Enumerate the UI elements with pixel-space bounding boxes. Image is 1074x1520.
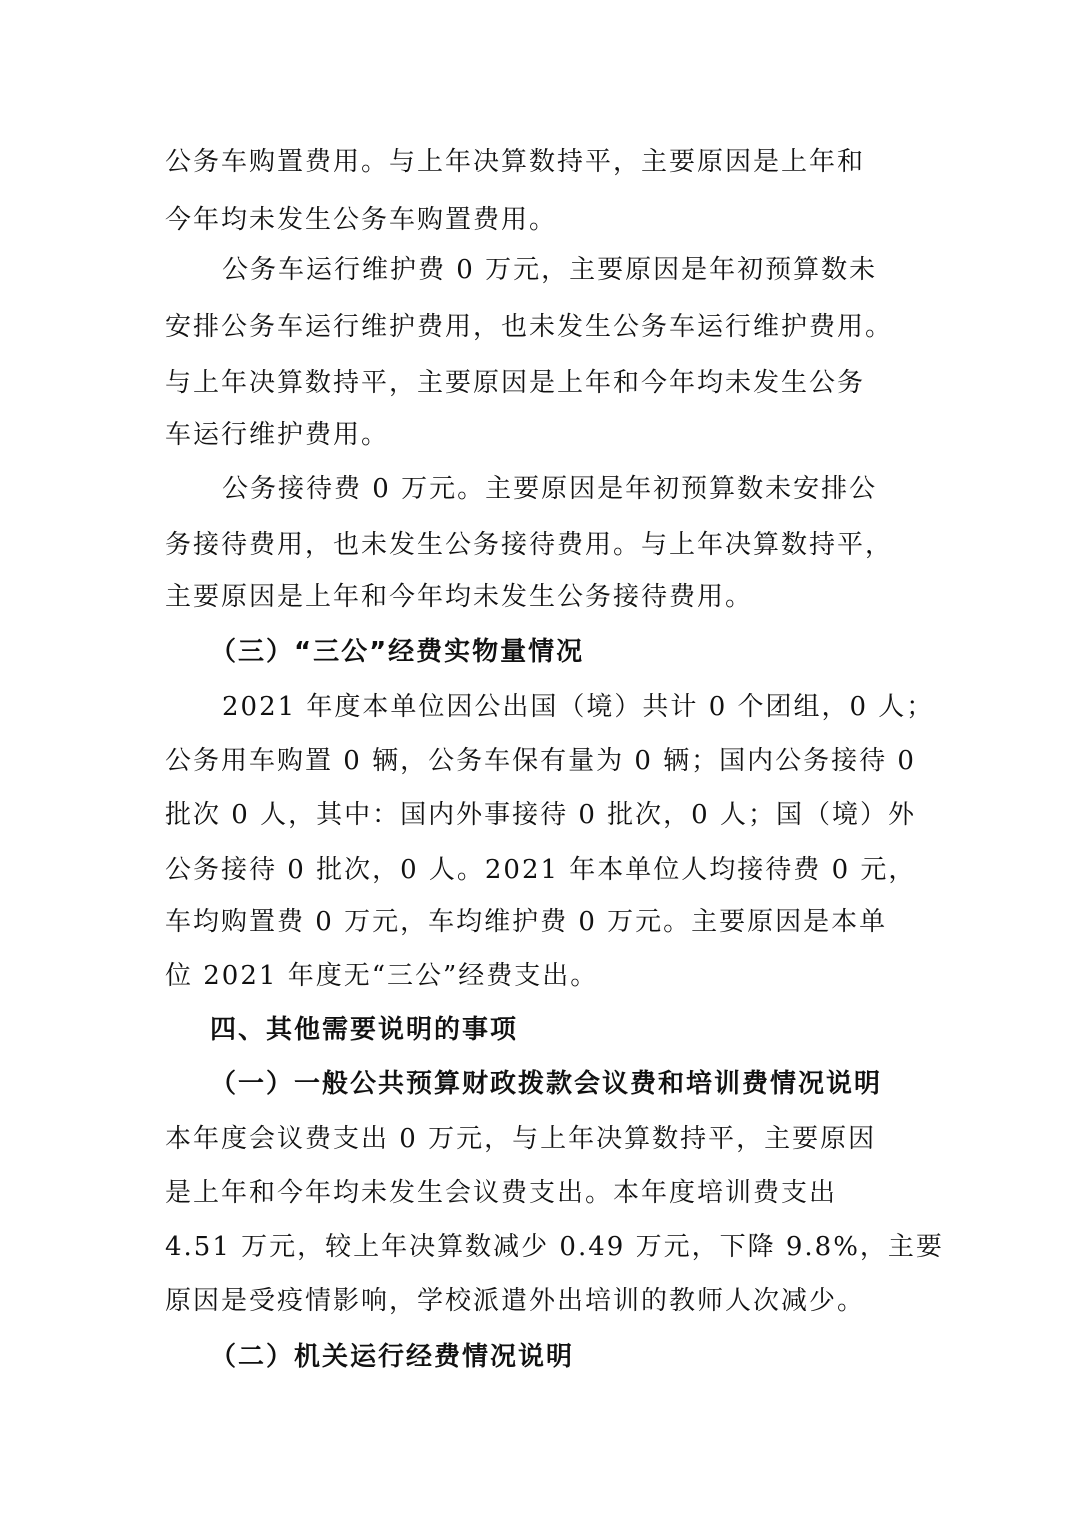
paragraph-line: 车运行维护费用。 [165,420,390,450]
paragraph-line: 2021 年度本单位因公出国（境）共计 0 个团组，0 人； [222,692,935,722]
paragraph-line: 位 2021 年度无“三公”经费支出。 [165,961,599,991]
paragraph-line: 公务用车购置 0 辆，公务车保有量为 0 辆；国内公务接待 0 [165,746,916,776]
paragraph-line: 与上年决算数持平，主要原因是上年和今年均未发生公务 [165,368,866,398]
paragraph-line: 今年均未发生公务车购置费用。 [165,205,558,235]
section-heading: （一）一般公共预算财政拨款会议费和培训费情况说明 [210,1069,883,1099]
paragraph-line: 4.51 万元，较上年决算数减少 0.49 万元，下降 9.8%，主要 [165,1232,944,1262]
section-heading: （二）机关运行经费情况说明 [210,1342,575,1372]
paragraph-line: 公务车购置费用。与上年决算数持平，主要原因是上年和 [165,147,866,177]
paragraph-line: 原因是受疫情影响，学校派遣外出培训的教师人次减少。 [165,1286,866,1316]
paragraph-line: 批次 0 人，其中：国内外事接待 0 批次，0 人；国（境）外 [165,800,916,830]
paragraph-line: 安排公务车运行维护费用，也未发生公务车运行维护费用。 [165,312,894,342]
paragraph-line: 车均购置费 0 万元，车均维护费 0 万元。主要原因是本单 [165,907,888,937]
paragraph-line: 是上年和今年均未发生会议费支出。本年度培训费支出 [165,1178,838,1208]
paragraph-line: 公务车运行维护费 0 万元，主要原因是年初预算数未 [222,255,878,285]
section-heading: （三）“三公”经费实物量情况 [210,637,585,667]
paragraph-line: 主要原因是上年和今年均未发生公务接待费用。 [165,582,754,612]
paragraph-line: 公务接待费 0 万元。主要原因是年初预算数未安排公 [222,474,878,504]
paragraph-line: 本年度会议费支出 0 万元，与上年决算数持平，主要原因 [165,1124,877,1154]
paragraph-line: 公务接待 0 批次，0 人。2021 年本单位人均接待费 0 元， [165,855,917,885]
chapter-heading: 四、其他需要说明的事项 [210,1015,519,1045]
paragraph-line: 务接待费用，也未发生公务接待费用。与上年决算数持平， [165,530,894,560]
